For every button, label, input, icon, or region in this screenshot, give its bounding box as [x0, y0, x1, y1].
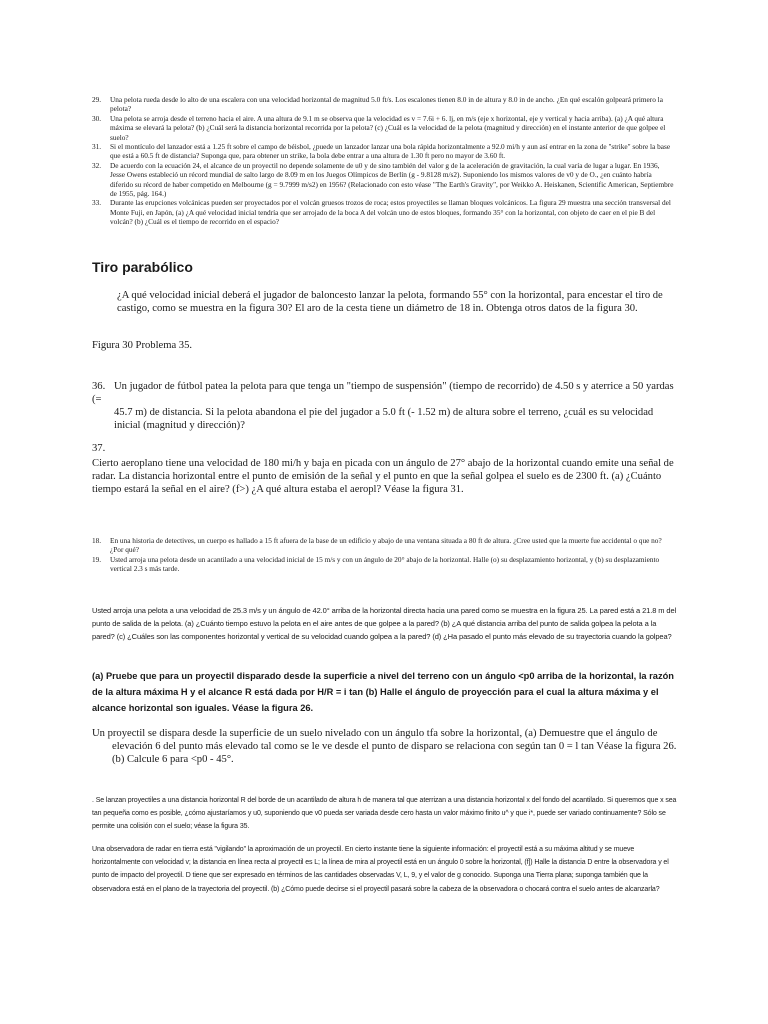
problem-usted-arroja: Usted arroja una pelota a una velocidad de 25.3 m/s y un ángulo de 42.0° arriba de la horizontal directa hacia una pared como se muestra en la figura 25. La pared está a 21.8 m del punto de salida de la pelota. (a) ¿Cuánto tiempo estuvo la pelota en el aire antes de que golpee a la pared? (b) ¿A qué distancia arriba del punto de salida golpea la pelota a la pared? (c) ¿Cuáles son las componentes horizontal y vertical de su velocidad cuando golpea a la pared? (d) ¿Ha pasado el punto más elevado de su trayectoria cuando la golpea? — [92, 606, 677, 642]
problem-36 — [92, 380, 677, 432]
problem-text-rest: 45.7 m) de distancia. Si la pelota abandona el pie del jugador a 5.0 ft (- 1.52 m) de altura sobre el terreno, ¿cuál es su velocidad inicial (magnitud y dirección)? — [114, 407, 654, 431]
problem-baloncesto: ¿A qué velocidad inicial deberá el jugador de baloncesto lanzar la pelota, formando 55° con la horizontal, para encestar el tiro de castigo, como se muestra en la figura 30? El aro de la cesta tiene un diámetro de 18 in. Obtenga otros datos de la figura 30. — [117, 290, 663, 314]
item-text: En una historia de detectives, un cuerpo es hallado a 15 ft afuera de la base de un edificio y abajo de una ventana situada a 80 ft de altura. ¿Cree usted que la muerte fue accidental o que no? ¿Por qué? — [110, 536, 662, 555]
problem-proyectil — [92, 727, 677, 767]
item-text: Usted arroja una pelota desde un acantilado a una velocidad inicial de 15 m/s y con un ángulo de 20° abajo de la horizontal. Halle (o) su desplazamiento horizontal, y (b) su desplazamiento vertical 2.3 s más tarde. — [110, 554, 660, 574]
list-item — [92, 161, 676, 199]
item-text: Una pelota rueda desde lo alto de una escalera con una velocidad horizontal de magnitud 5.0 ft/s. Los escalones tienen 8.0 in de altura y 8.0 in de ancho. ¿En qué escalón golpeará primero la pelota? — [110, 95, 663, 114]
item-number: 30. — [92, 113, 102, 123]
item-number: 29. — [92, 95, 102, 104]
list-item — [92, 555, 676, 574]
problem-lanzan: . Se lanzan proyectiles a una distancia horizontal R del borde de un acantilado de altura h de manera tal que aterrizan a una distancia horizontal x del fondo del acantilado. Si queremos que x sea tan pequeña como es posible, ¿cómo ajustaríamos y u0, suponiendo que v0 pueda ser variada desde cero hasta un valor máximo finito u^ y que i*, puede ser variado continuamente? Sólo se permite una colisión con el suelo; véase la figura 35. — [92, 797, 677, 831]
item-number: 37. — [92, 443, 106, 454]
figure-caption: Figura 30 Problema 35. — [92, 340, 193, 351]
problem-37: Cierto aeroplano tiene una velocidad de 180 mi/h y baja en picada con un ángulo de 27° abajo de la horizontal cuando emite una señal de radar. La distancia horizontal entre el punto de emisión de la señal y el punto en que la señal golpea el suelo es de 2300 ft. (a) ¿Cuánto tiempo estará la señal en el aire? (f>) ¿A qué altura estaba el aeropl? Véase la figura 31. — [92, 458, 674, 496]
problem-text-rest: elevación 6 del punto más elevado tal como se le ve desde el punto de disparo se relaciona con según tan 0 = l tan Véase la figura 26. (b) Calcule 6 para <p0 - 45°. — [112, 741, 677, 766]
list-item — [92, 198, 676, 226]
problem-observadora: Una observadora de radar en tierra está "vigilando" la aproximación de un proyectil. En cierto instante tiene la siguiente información: el proyectil está a su máxima altitud y se mueve horizontalmente con velocidad v; la distancia en línea recta al proyectil es L; la línea de mira al proyectil está en un ángulo 0 sobre la horizontal, (f]) Halle la distancia D entre la observadora y el punto de impacto del proyectil. D tiene que ser expresado en términos de las cantidades observadas V, L, 9, y el valor de g conocido. Suponga una Tierra plana; suponga también que la observadora está en el plano de la trayectoria del proyectil. (b) ¿Cómo puede decirse si el proyectil pasará sobre la cabeza de la observadora o chocará contra el suelo antes de alcanzarla? — [92, 846, 669, 893]
problem-list-18-19 — [92, 536, 676, 574]
list-item — [92, 95, 676, 114]
problem-list-29-33 — [92, 95, 676, 227]
list-item — [92, 114, 676, 142]
section-title: Tiro parabólico — [92, 259, 193, 275]
item-number: 33. — [92, 198, 102, 208]
list-item — [92, 142, 676, 161]
item-text: Si el montículo del lanzador está a 1.25 ft sobre el campo de béisbol, ¿puede un lanzador lanzar una bola rápida horizontalmente a 92.0 mi/h y aun así entrar en la zona de "strike" sobre la base que está a 60.5 ft de distancia? Suponga que, para obtener un strike, la bola debe entrar a una altura de 1.30 ft pero no mayor de 3.60 ft. — [110, 142, 671, 161]
item-number: 36. — [92, 381, 106, 392]
item-number: 32. — [92, 160, 102, 170]
problem-pruebe: (a) Pruebe que para un proyectil disparado desde la superficie a nivel del terreno con un ángulo <p0 arriba de la horizontal, la razón de la altura máxima H y el alcance R está dada por H/R = i tan (b) Halle el ángulo de proyección para el cual la altura máxima y el alcance horizontal son iguales. Véase la figura 26. — [92, 671, 674, 713]
item-text: De acuerdo con la ecuación 24, el alcance de un proyectil no depende solamente de u0 y de sino también del valor g de la aceleración de gravitación, la cual varía de lugar a lugar. En 1936, Jesse Owens estableció un récord mundial de salto largo de 8.09 m en los Juegos Olímpicos de Berlín (g - 9.8128 m/s2). Suponiendo los mismos valores de v0 y de O., ¿en cuánto habría diferido su récord de haber competido en Melbourne (g = 9.7999 m/s2) en 1956? (Relacionado con esto véase "The Earth's Gravity", por Weikko A. Heiskanen, Scientific American, Septiembre de 1955, pág. 164.) — [110, 160, 674, 199]
item-number: 19. — [92, 554, 102, 564]
item-number: 18. — [92, 536, 102, 545]
list-item — [92, 536, 676, 555]
problem-text-line1: Un jugador de fútbol patea la pelota para que tenga un "tiempo de suspensión" (tiempo de recorrido) de 4.50 s y aterrice a 50 yardas (= — [92, 381, 674, 405]
item-text: Una pelota se arroja desde el terreno hacia el aire. A una altura de 9.1 m se observa que la velocidad es v = 7.6i + 6. lj, en m/s (eje x horizontal, eje y vertical y hacia arriba). (a) ¿A qué altura máxima se elevará la pelota? (b) ¿Cuál será la distancia horizontal recorrida por la pelota? (c) ¿Cuál es la velocidad de la pelota (magnitud y dirección) en el instante anterior de que golpee el suelo? — [110, 113, 666, 142]
item-text: Durante las erupciones volcánicas pueden ser proyectados por el volcán gruesos trozos de roca; estos proyectiles se llaman bloques volcánicos. La figura 29 muestra una sección transversal del Monte Fuji, en Japón, (a) ¿A qué velocidad inicial tendría que ser arrojado de la boca A del volcán uno de estos bloques, formando 35° con la horizontal, con objeto de caer en el pie B del volcán? (b) ¿Cuál es el tiempo de recorrido en el espacio? — [110, 198, 671, 227]
item-number: 31. — [92, 142, 102, 152]
problem-text-line1: Un proyectil se dispara desde la superficie de un suelo nivelado con un ángulo tfa sobre la horizontal, (a) Demuestre que el ángulo de — [92, 728, 658, 739]
